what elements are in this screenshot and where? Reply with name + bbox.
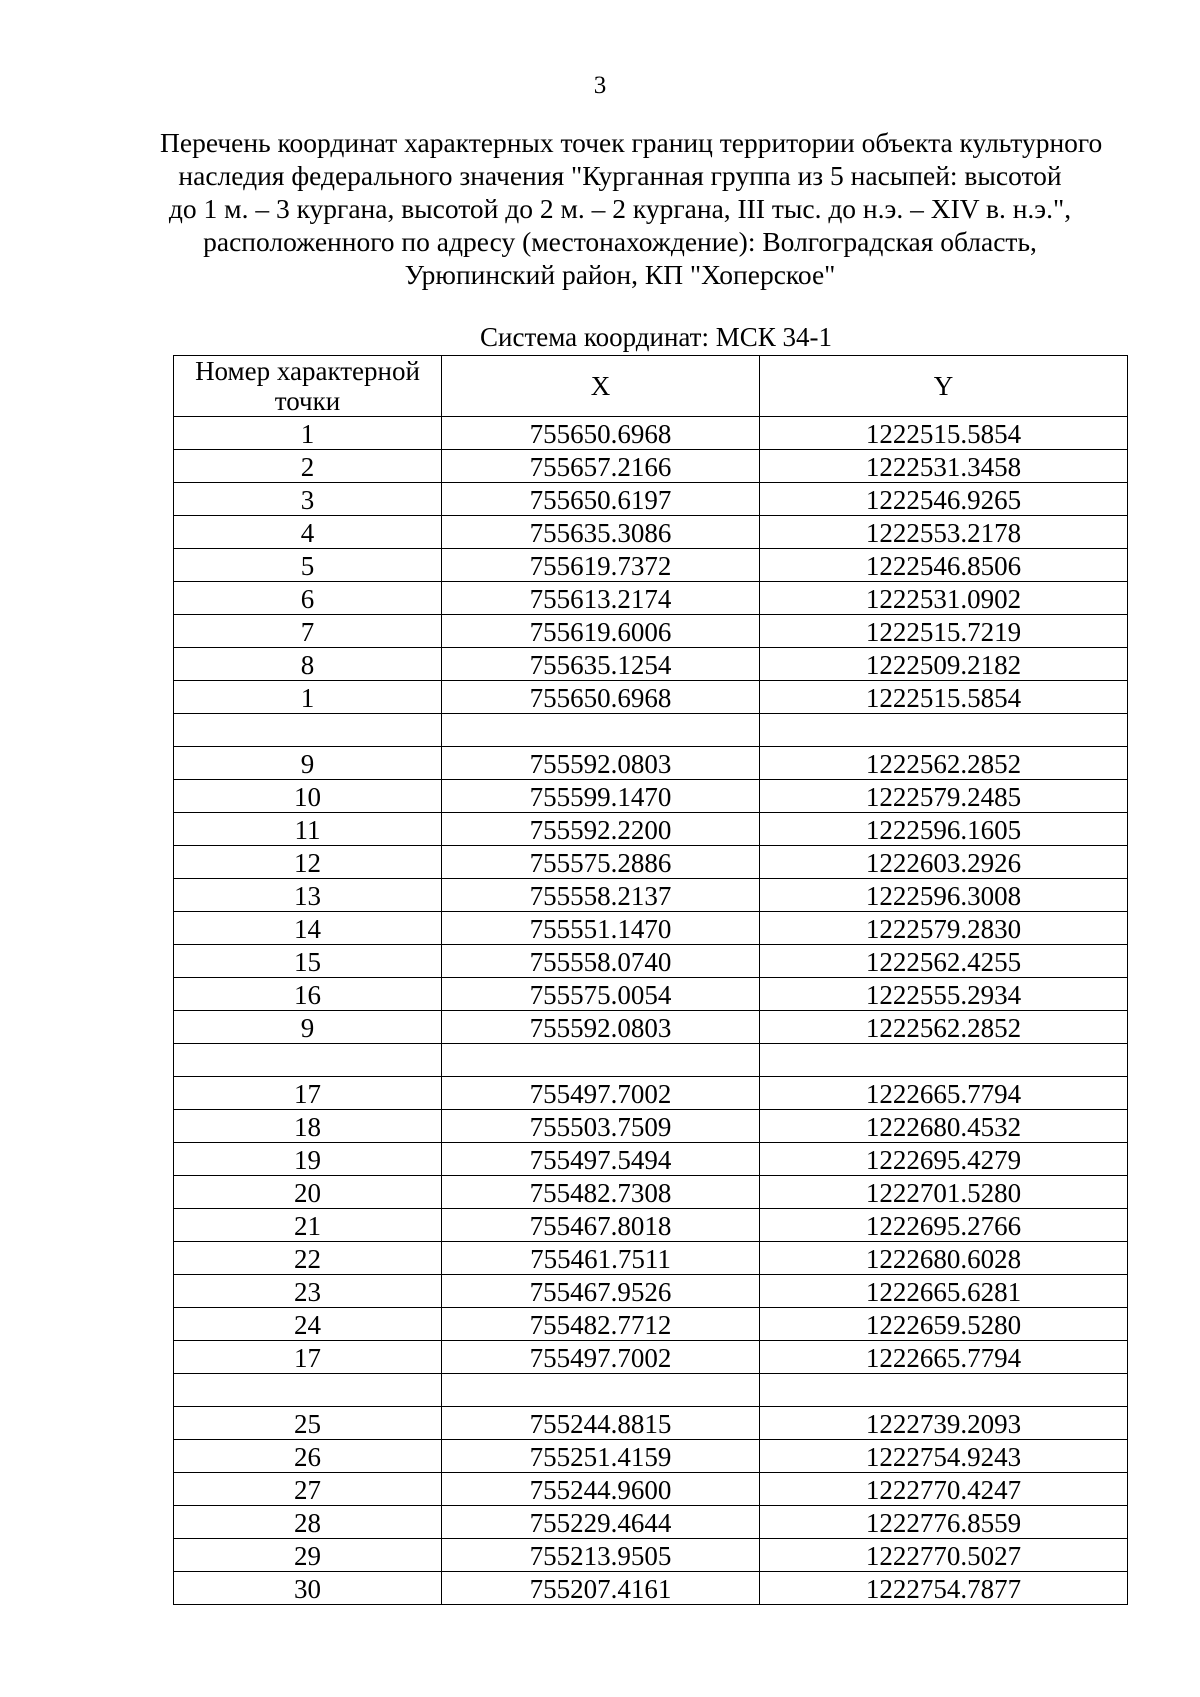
cell-x: 755635.3086 — [442, 516, 760, 549]
cell-x: 755613.2174 — [442, 582, 760, 615]
cell-y: 1222596.1605 — [760, 813, 1128, 846]
table-row — [174, 549, 1128, 582]
table-row — [174, 1473, 1128, 1506]
cell-point-number: 30 — [174, 1572, 442, 1605]
title-line: до 1 м. – 3 кургана, высотой до 2 м. – 2 кургана, III тыс. до н.э. – XIV в. н.э.", — [168, 193, 1072, 224]
cell-y — [760, 1374, 1128, 1407]
cell-x: 755497.7002 — [442, 1341, 760, 1374]
header-point-line1: Номер характерной — [195, 356, 420, 386]
cell-y: 1222603.2926 — [760, 846, 1128, 879]
table-row — [174, 1044, 1128, 1077]
cell-y: 1222701.5280 — [760, 1176, 1128, 1209]
cell-x: 755207.4161 — [442, 1572, 760, 1605]
cell-y: 1222553.2178 — [760, 516, 1128, 549]
cell-x: 755251.4159 — [442, 1440, 760, 1473]
cell-x: 755482.7308 — [442, 1176, 760, 1209]
cell-point-number: 3 — [174, 483, 442, 516]
cell-y: 1222680.6028 — [760, 1242, 1128, 1275]
cell-y: 1222754.7877 — [760, 1572, 1128, 1605]
cell-point-number: 1 — [174, 417, 442, 450]
table-row — [174, 483, 1128, 516]
cell-point-number: 7 — [174, 615, 442, 648]
cell-x: 755635.1254 — [442, 648, 760, 681]
cell-y: 1222546.9265 — [760, 483, 1128, 516]
cell-y — [760, 714, 1128, 747]
cell-y: 1222515.5854 — [760, 681, 1128, 714]
cell-x: 755558.2137 — [442, 879, 760, 912]
cell-point-number: 18 — [174, 1110, 442, 1143]
cell-y: 1222665.7794 — [760, 1077, 1128, 1110]
cell-y: 1222579.2485 — [760, 780, 1128, 813]
coordinates-table — [173, 355, 1128, 1605]
cell-point-number: 17 — [174, 1341, 442, 1374]
cell-x: 755650.6968 — [442, 417, 760, 450]
cell-x — [442, 1374, 760, 1407]
table-row — [174, 714, 1128, 747]
cell-y: 1222596.3008 — [760, 879, 1128, 912]
cell-x: 755467.9526 — [442, 1275, 760, 1308]
cell-y: 1222739.2093 — [760, 1407, 1128, 1440]
cell-point-number — [174, 1044, 442, 1077]
cell-x: 755497.7002 — [442, 1077, 760, 1110]
cell-y: 1222770.4247 — [760, 1473, 1128, 1506]
cell-point-number: 21 — [174, 1209, 442, 1242]
cell-x: 755575.0054 — [442, 978, 760, 1011]
cell-y: 1222776.8559 — [760, 1506, 1128, 1539]
cell-point-number: 28 — [174, 1506, 442, 1539]
cell-x: 755229.4644 — [442, 1506, 760, 1539]
cell-y: 1222515.5854 — [760, 417, 1128, 450]
cell-x: 755461.7511 — [442, 1242, 760, 1275]
cell-x: 755575.2886 — [442, 846, 760, 879]
cell-x: 755467.8018 — [442, 1209, 760, 1242]
cell-point-number: 9 — [174, 747, 442, 780]
cell-x: 755244.9600 — [442, 1473, 760, 1506]
cell-point-number: 8 — [174, 648, 442, 681]
table-row — [174, 1440, 1128, 1473]
cell-x: 755592.2200 — [442, 813, 760, 846]
table-row — [174, 879, 1128, 912]
table-header-row — [174, 356, 1128, 417]
cell-y: 1222680.4532 — [760, 1110, 1128, 1143]
table-row — [174, 615, 1128, 648]
header-point-line2: точки — [274, 386, 341, 416]
cell-x: 755657.2166 — [442, 450, 760, 483]
cell-point-number: 25 — [174, 1407, 442, 1440]
cell-y: 1222509.2182 — [760, 648, 1128, 681]
table-row — [174, 1011, 1128, 1044]
cell-y: 1222695.2766 — [760, 1209, 1128, 1242]
cell-x: 755551.1470 — [442, 912, 760, 945]
cell-point-number: 11 — [174, 813, 442, 846]
cell-x: 755592.0803 — [442, 747, 760, 780]
cell-point-number: 9 — [174, 1011, 442, 1044]
table-row — [174, 1110, 1128, 1143]
cell-point-number: 4 — [174, 516, 442, 549]
table-row — [174, 846, 1128, 879]
cell-x: 755650.6197 — [442, 483, 760, 516]
table-row — [174, 813, 1128, 846]
document-title — [160, 126, 1103, 291]
cell-y — [760, 1044, 1128, 1077]
cell-point-number: 1 — [174, 681, 442, 714]
table-row — [174, 780, 1128, 813]
cell-point-number: 15 — [174, 945, 442, 978]
cell-point-number: 16 — [174, 978, 442, 1011]
table-row — [174, 450, 1128, 483]
cell-point-number: 23 — [174, 1275, 442, 1308]
cell-x: 755619.7372 — [442, 549, 760, 582]
table-row — [174, 1506, 1128, 1539]
cell-x: 755244.8815 — [442, 1407, 760, 1440]
cell-point-number — [174, 714, 442, 747]
table-row — [174, 1077, 1128, 1110]
table-row — [174, 978, 1128, 1011]
cell-point-number: 14 — [174, 912, 442, 945]
cell-y: 1222562.2852 — [760, 747, 1128, 780]
page-number: 3 — [593, 72, 607, 99]
cell-x: 755482.7712 — [442, 1308, 760, 1341]
table-row — [174, 648, 1128, 681]
cell-x — [442, 1044, 760, 1077]
cell-x: 755503.7509 — [442, 1110, 760, 1143]
cell-point-number: 27 — [174, 1473, 442, 1506]
cell-point-number: 20 — [174, 1176, 442, 1209]
cell-y: 1222659.5280 — [760, 1308, 1128, 1341]
header-x: X — [442, 356, 760, 417]
table-row — [174, 1275, 1128, 1308]
title-line: расположенного по адресу (местонахождение): Волгоградская область, — [203, 226, 1037, 257]
table-row — [174, 1143, 1128, 1176]
cell-point-number: 22 — [174, 1242, 442, 1275]
cell-y: 1222770.5027 — [760, 1539, 1128, 1572]
cell-point-number: 24 — [174, 1308, 442, 1341]
cell-point-number: 12 — [174, 846, 442, 879]
cell-x — [442, 714, 760, 747]
cell-x: 755592.0803 — [442, 1011, 760, 1044]
header-y: Y — [760, 356, 1128, 417]
cell-point-number: 6 — [174, 582, 442, 615]
cell-point-number: 13 — [174, 879, 442, 912]
cell-point-number: 26 — [174, 1440, 442, 1473]
cell-point-number: 10 — [174, 780, 442, 813]
cell-point-number: 19 — [174, 1143, 442, 1176]
cell-y: 1222515.7219 — [760, 615, 1128, 648]
cell-x: 755213.9505 — [442, 1539, 760, 1572]
table-row — [174, 582, 1128, 615]
cell-x: 755599.1470 — [442, 780, 760, 813]
title-line: Перечень координат характерных точек границ территории объекта культурного — [160, 127, 1103, 158]
table-row — [174, 1176, 1128, 1209]
cell-y: 1222665.7794 — [760, 1341, 1128, 1374]
table-row — [174, 1308, 1128, 1341]
table-row — [174, 681, 1128, 714]
cell-y: 1222562.4255 — [760, 945, 1128, 978]
table-row — [174, 1341, 1128, 1374]
cell-y: 1222754.9243 — [760, 1440, 1128, 1473]
cell-y: 1222695.4279 — [760, 1143, 1128, 1176]
table-row — [174, 516, 1128, 549]
header-point-number — [174, 356, 442, 417]
table-row — [174, 1572, 1128, 1605]
cell-y: 1222665.6281 — [760, 1275, 1128, 1308]
cell-x: 755619.6006 — [442, 615, 760, 648]
table-body — [174, 417, 1128, 1605]
table-row — [174, 1539, 1128, 1572]
cell-x: 755650.6968 — [442, 681, 760, 714]
table-row — [174, 1209, 1128, 1242]
title-line: наследия федерального значения "Курганная группа из 5 насыпей: высотой — [178, 160, 1062, 191]
cell-point-number: 17 — [174, 1077, 442, 1110]
cell-y: 1222546.8506 — [760, 549, 1128, 582]
cell-point-number: 2 — [174, 450, 442, 483]
cell-y: 1222531.3458 — [760, 450, 1128, 483]
cell-point-number — [174, 1374, 442, 1407]
table-row — [174, 747, 1128, 780]
table-row — [174, 912, 1128, 945]
table-row — [174, 945, 1128, 978]
table-row — [174, 417, 1128, 450]
cell-y: 1222555.2934 — [760, 978, 1128, 1011]
cell-y: 1222579.2830 — [760, 912, 1128, 945]
cell-x: 755497.5494 — [442, 1143, 760, 1176]
table-row — [174, 1407, 1128, 1440]
table-row — [174, 1374, 1128, 1407]
cell-point-number: 5 — [174, 549, 442, 582]
cell-point-number: 29 — [174, 1539, 442, 1572]
cell-x: 755558.0740 — [442, 945, 760, 978]
title-line: Урюпинский район, КП "Хоперское" — [404, 259, 836, 290]
cell-y: 1222531.0902 — [760, 582, 1128, 615]
coordinate-system-caption: Система координат: МСК 34-1 — [480, 322, 832, 352]
table-row — [174, 1242, 1128, 1275]
cell-y: 1222562.2852 — [760, 1011, 1128, 1044]
